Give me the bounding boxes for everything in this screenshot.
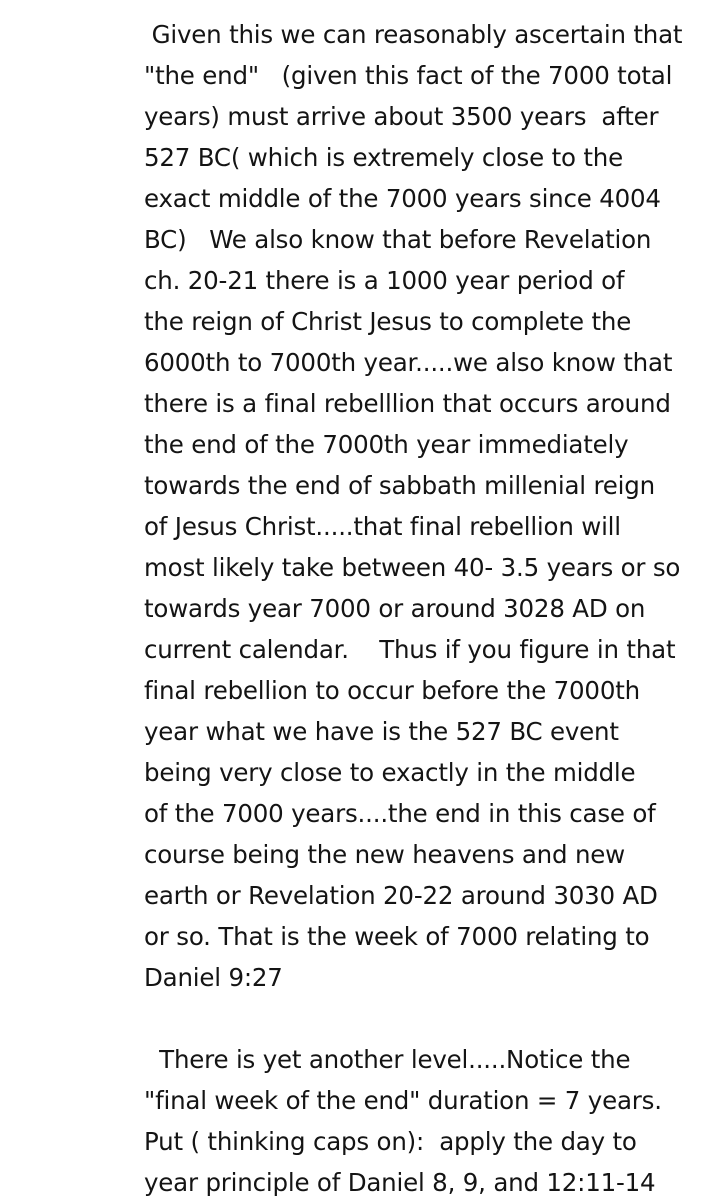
paragraph-2 xyxy=(144,1039,704,1196)
text-line: there is a final rebelllion that occurs around xyxy=(144,389,671,418)
text-line: earth or Revelation 20-22 around 3030 AD xyxy=(144,881,658,910)
text-line: Daniel 9:27 xyxy=(144,963,283,992)
text-line: the reign of Christ Jesus to complete the xyxy=(144,307,632,336)
text-line: towards the end of sabbath millenial reign xyxy=(144,471,655,500)
paragraph-spacer xyxy=(144,998,704,1039)
text-line: course being the new heavens and new xyxy=(144,840,625,869)
text-line: years) must arrive about 3500 years after xyxy=(144,102,659,131)
text-line: Put ( thinking caps on): apply the day to xyxy=(144,1127,637,1156)
text-line: final rebellion to occur before the 7000th xyxy=(144,676,640,705)
text-line: exact middle of the 7000 years since 4004 xyxy=(144,184,661,213)
text-line: the end of the 7000th year immediately xyxy=(144,430,629,459)
text-line: year what we have is the 527 BC event xyxy=(144,717,619,746)
text-line: current calendar. Thus if you figure in that xyxy=(144,635,676,664)
text-line: BC) We also know that before Revelation xyxy=(144,225,652,254)
text-line: ch. 20-21 there is a 1000 year period of xyxy=(144,266,625,295)
text-line: towards year 7000 or around 3028 AD on xyxy=(144,594,646,623)
text-line: of Jesus Christ.....that final rebellion will xyxy=(144,512,621,541)
text-line: "final week of the end" duration = 7 years. xyxy=(144,1086,662,1115)
text-line: being very close to exactly in the middle xyxy=(144,758,636,787)
text-line: year principle of Daniel 8, 9, and 12:11-14 xyxy=(144,1168,656,1196)
paragraph-1 xyxy=(144,14,704,998)
text-line: of the 7000 years....the end in this case of xyxy=(144,799,656,828)
text-line: or so. That is the week of 7000 relating to xyxy=(144,922,650,951)
text-line: "the end" (given this fact of the 7000 total xyxy=(144,61,673,90)
text-line: most likely take between 40- 3.5 years or so xyxy=(144,553,681,582)
text-line: 6000th to 7000th year.....we also know that xyxy=(144,348,673,377)
document-body xyxy=(144,14,704,1196)
text-line: Given this we can reasonably ascertain that xyxy=(144,20,683,49)
text-line: There is yet another level.....Notice the xyxy=(144,1045,631,1074)
text-line: 527 BC( which is extremely close to the xyxy=(144,143,623,172)
